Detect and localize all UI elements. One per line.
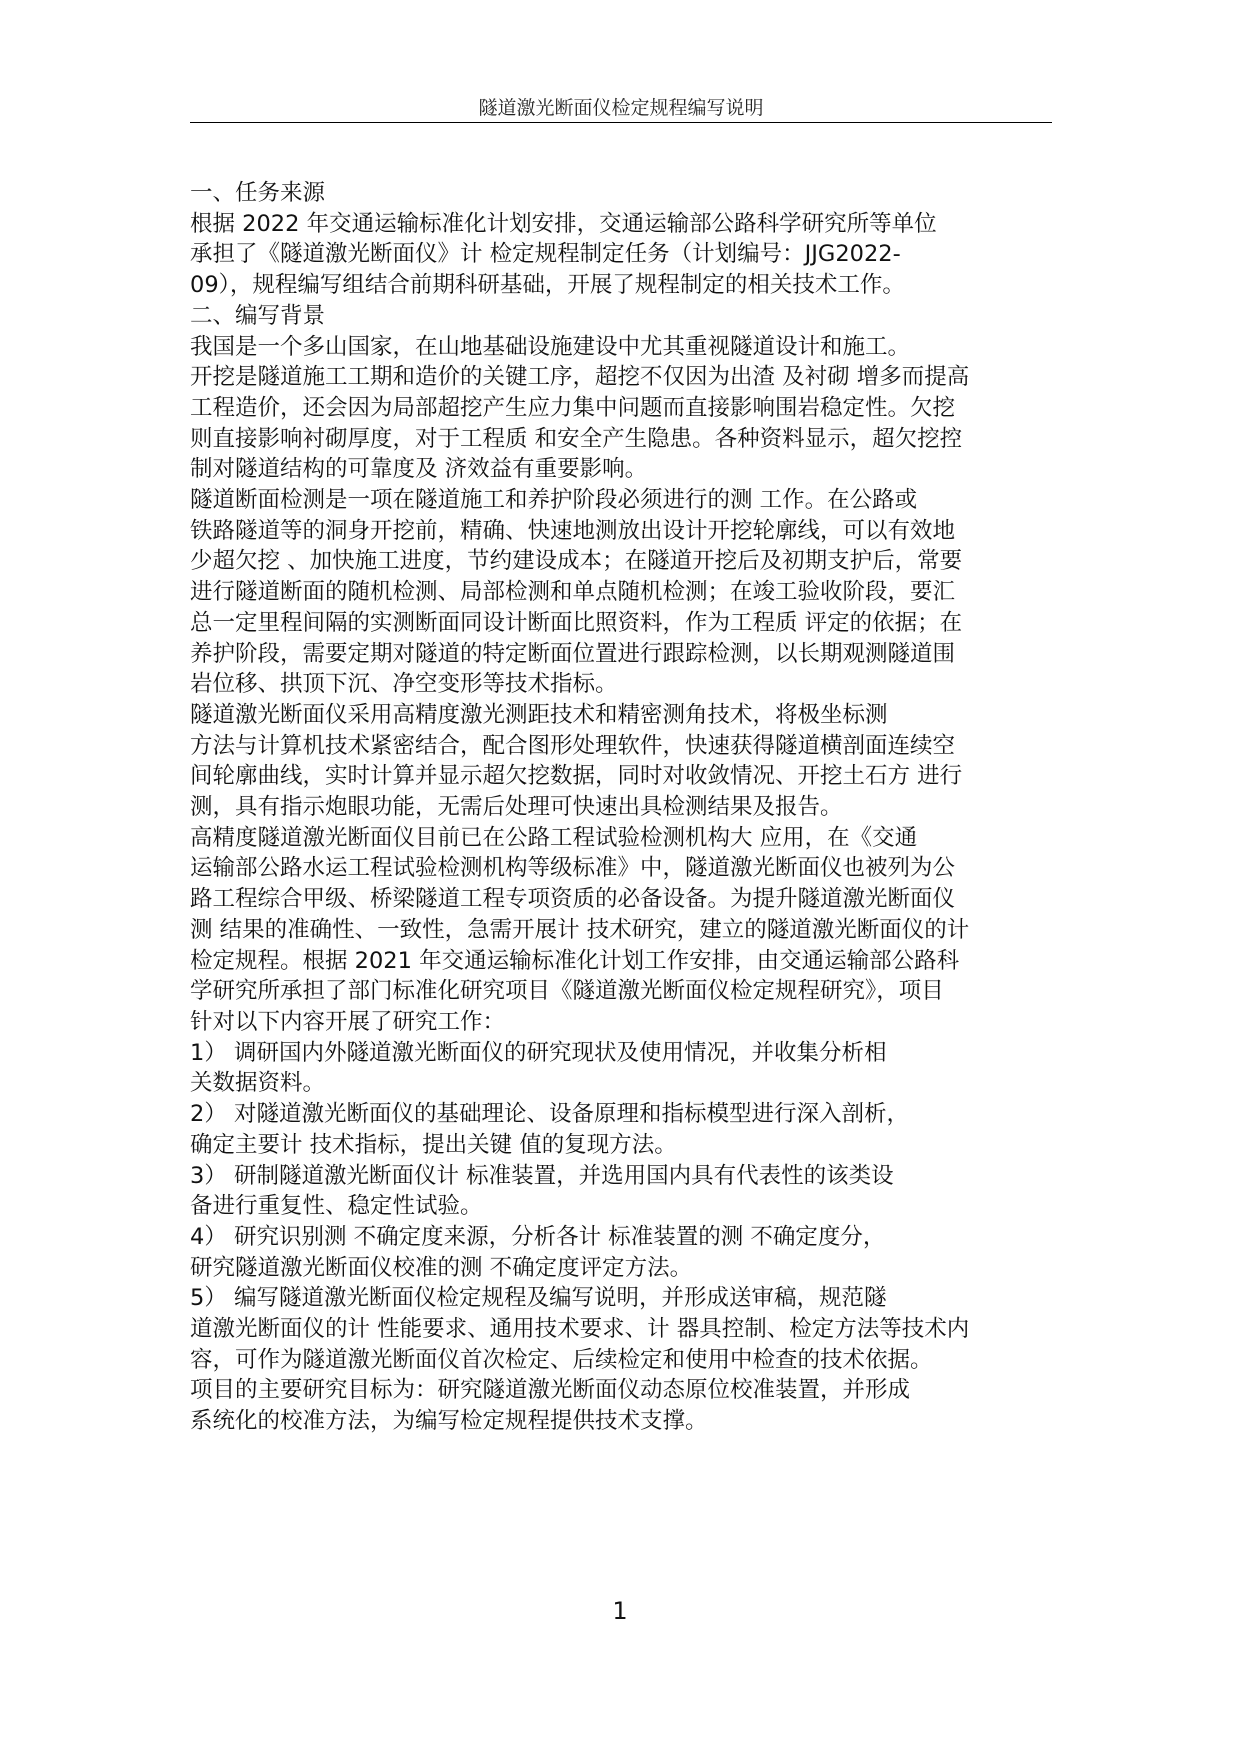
list-item-2: 2） 对隧道激光断面仪的基础理论、设备原理和指标模型进行深入剖析， (190, 1101, 909, 1128)
body-line: 工程造价，还会因为局部超挖产生应力集中问题而直接影响围岩稳定性。欠挖 (190, 394, 956, 421)
body-line: 确定主要计 技术指标，提出关键 值的复现方法。 (190, 1131, 677, 1158)
body-line: 养护阶段，需要定期对隧道的特定断面位置进行跟踪检测，以长期观测隧道围 (190, 640, 956, 667)
body-line: 铁路隧道等的洞身开挖前，精确、快速地测放出设计开挖轮廓线，可以有效地 (190, 517, 956, 544)
list-item-4: 4） 研究识别测 不确定度来源，分析各计 标准装置的测 不确定度分， (190, 1223, 886, 1250)
body-line: 路工程综合甲级、桥梁隧道工程专项资质的必备设备。为提升隧道激光断面仪 (190, 886, 956, 913)
section-heading-task-source: 一、任务来源 (190, 180, 326, 206)
body-line: 针对以下内容开展了研究工作： (190, 1008, 506, 1035)
body-line: 容，可作为隧道激光断面仪首次检定、后续检定和使用中检查的技术依据。 (190, 1346, 933, 1373)
page-header (190, 96, 1052, 123)
body-line: 制对隧道结构的可靠度及 济效益有重要影响。 (190, 456, 648, 483)
body-line: 则直接影响衬砌厚度，对于工程质 和安全产生隐患。各种资料显示，超欠挖控 (190, 425, 963, 452)
body-line: 隧道断面检测是一项在隧道施工和养护阶段必须进行的测 工作。在公路或 (190, 487, 918, 514)
body-line: 间轮廓曲线，实时计算并显示超欠挖数据，同时对收敛情况、开挖土石方 进行 (190, 763, 963, 790)
body-line: 备进行重复性、稳定性试验。 (190, 1193, 483, 1220)
body-line: 测 结果的准确性、一致性，急需开展计 技术研究，建立的隧道激光断面仪的计 (190, 916, 970, 943)
body-line: 检定规程。根据 2021 年交通运输标准化计划工作安排，由交通运输部公路科 (190, 947, 960, 974)
body-line: 隧道激光断面仪采用高精度激光测距技术和精密测角技术，将极坐标测 (190, 701, 888, 728)
body-line: 根据 2022 年交通运输标准化计划安排，交通运输部公路科学研究所等单位 (190, 210, 937, 237)
header-title: 隧道激光断面仪检定规程编写说明 (478, 97, 764, 119)
body-line: 研究隧道激光断面仪校准的测 不确定度评定方法。 (190, 1254, 693, 1281)
list-item-5: 5） 编写隧道激光断面仪检定规程及编写说明，并形成送审稿，规范隧 (190, 1285, 887, 1312)
body-line: 承担了《隧道激光断面仪》计 检定规程制定任务（计划编号：JJG2022- (190, 241, 901, 268)
list-item-1: 1） 调研国内外隧道激光断面仪的研究现状及使用情况，并收集分析相 (190, 1039, 887, 1066)
body-line: 进行隧道断面的随机检测、局部检测和单点随机检测；在竣工验收阶段，要汇 (190, 579, 956, 606)
body-line: 项目的主要研究目标为：研究隧道激光断面仪动态原位校准装置，并形成 (190, 1377, 911, 1404)
body-line: 岩位移、拱顶下沉、净空变形等技术指标。 (190, 671, 618, 698)
body-line: 总一定里程间隔的实测断面同设计断面比照资料，作为工程质 评定的依据；在 (190, 609, 963, 636)
body-line: 开挖是隧道施工工期和造价的关键工序，超挖不仅因为出渣 及衬砌 增多而提高 (190, 364, 970, 391)
list-item-3: 3） 研制隧道激光断面仪计 标准装置，并选用国内具有代表性的该类设 (190, 1162, 894, 1189)
body-line: 高精度隧道激光断面仪目前已在公路工程试验检测机构大 应用，在《交通 (190, 824, 918, 851)
body-line: 关数据资料。 (190, 1070, 326, 1097)
page-number: 1 (612, 1597, 628, 1625)
section-heading-background: 二、编写背景 (190, 302, 326, 329)
body-line: 我国是一个多山国家，在山地基础设施建设中尤其重视隧道设计和施工。 (190, 333, 911, 360)
body-line: 09），规程编写组结合前期科研基础，开展了规程制定的相关技术工作。 (190, 272, 905, 299)
body-line: 道激光断面仪的计 性能要求、通用技术要求、计 器具控制、检定方法等技术内 (190, 1316, 970, 1343)
body-line: 测，具有指示炮眼功能，无需后处理可快速出具检测结果及报告。 (190, 794, 843, 821)
body-line: 少超欠挖 、加快施工进度，节约建设成本；在隧道开挖后及初期支护后，常要 (190, 548, 963, 575)
body-line: 学研究所承担了部门标准化研究项目《隧道激光断面仪检定规程研究》，项目 (190, 978, 944, 1005)
body-line: 系统化的校准方法，为编写检定规程提供技术支撑。 (190, 1408, 708, 1435)
body-line: 运输部公路水运工程试验检测机构等级标准》中，隧道激光断面仪也被列为公 (190, 855, 956, 882)
document-body (190, 178, 1056, 1437)
body-line: 方法与计算机技术紧密结合，配合图形处理软件，快速获得隧道横剖面连续空 (190, 732, 956, 759)
